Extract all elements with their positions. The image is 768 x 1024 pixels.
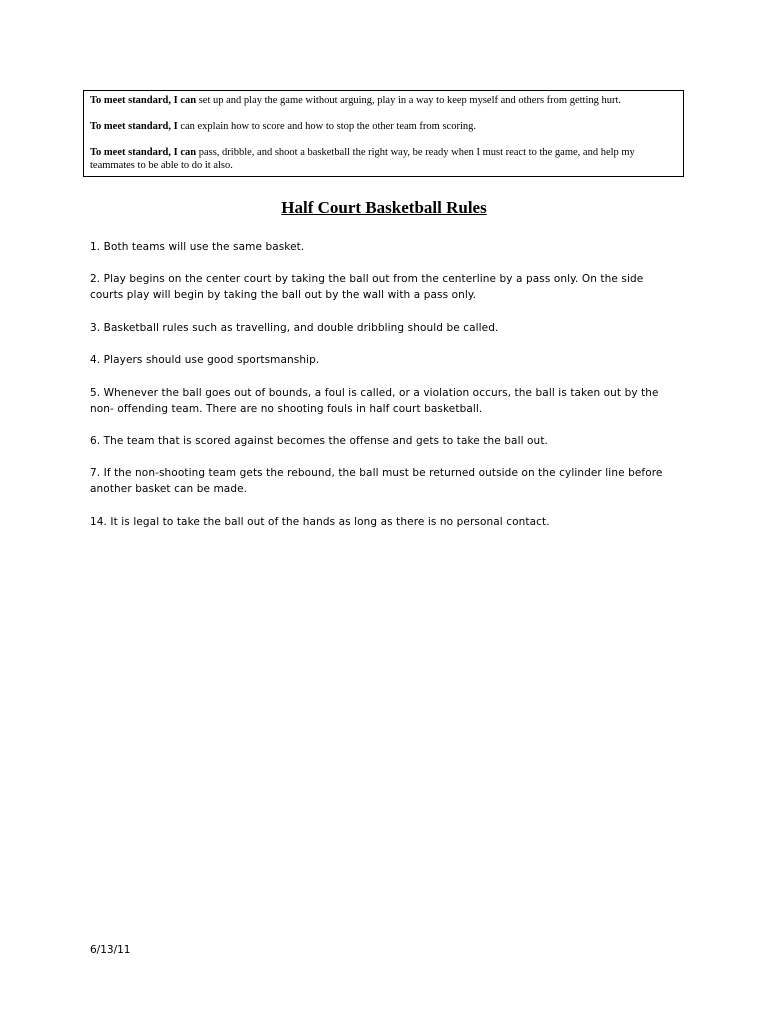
standard-text: pass, dribble, and shoot a basketball the right way, be ready when I must react to the game, and help my teammates to be able to do it also. xyxy=(90,147,635,171)
footer-date: 6/13/11 xyxy=(90,944,131,956)
rules-list xyxy=(90,239,670,546)
rule-item: 5. Whenever the ball goes out of bounds, a foul is called, or a violation occurs, the ball is taken out by the non- offending team. There are no shooting fouls in half court basketball. xyxy=(90,386,659,415)
standard-statement xyxy=(90,120,677,133)
rule-item: 3. Basketball rules such as travelling, and double dribbling should be called. xyxy=(90,321,499,334)
rule-item: 7. If the non-shooting team gets the rebound, the ball must be returned outside on the cylinder line before another basket can be made. xyxy=(90,467,663,496)
standard-lead: To meet standard, I can xyxy=(90,147,197,158)
standard-lead: To meet standard, I can xyxy=(90,95,197,106)
rule-item: 1. Both teams will use the same basket. xyxy=(90,241,305,253)
standards-box xyxy=(83,90,684,177)
standard-text: set up and play the game without arguing, play in a way to keep myself and others from getting hurt. xyxy=(196,95,622,106)
standard-statement xyxy=(90,146,677,172)
standard-statement xyxy=(90,94,677,107)
rule-item: 6. The team that is scored against becomes the offense and gets to take the ball out. xyxy=(90,434,548,447)
standard-text: can explain how to score and how to stop the other team from scoring. xyxy=(177,121,476,132)
standard-lead: To meet standard, I xyxy=(90,121,178,132)
document-title: Half Court Basketball Rules xyxy=(281,198,487,217)
rule-item: 4. Players should use good sportsmanship. xyxy=(90,354,320,367)
rule-item: 14. It is legal to take the ball out of the hands as long as there is no personal contact. xyxy=(90,515,550,528)
rule-item: 2. Play begins on the center court by taking the ball out from the centerline by a pass only. On the side courts play will begin by taking the ball out by the wall with a pass only. xyxy=(90,273,644,302)
